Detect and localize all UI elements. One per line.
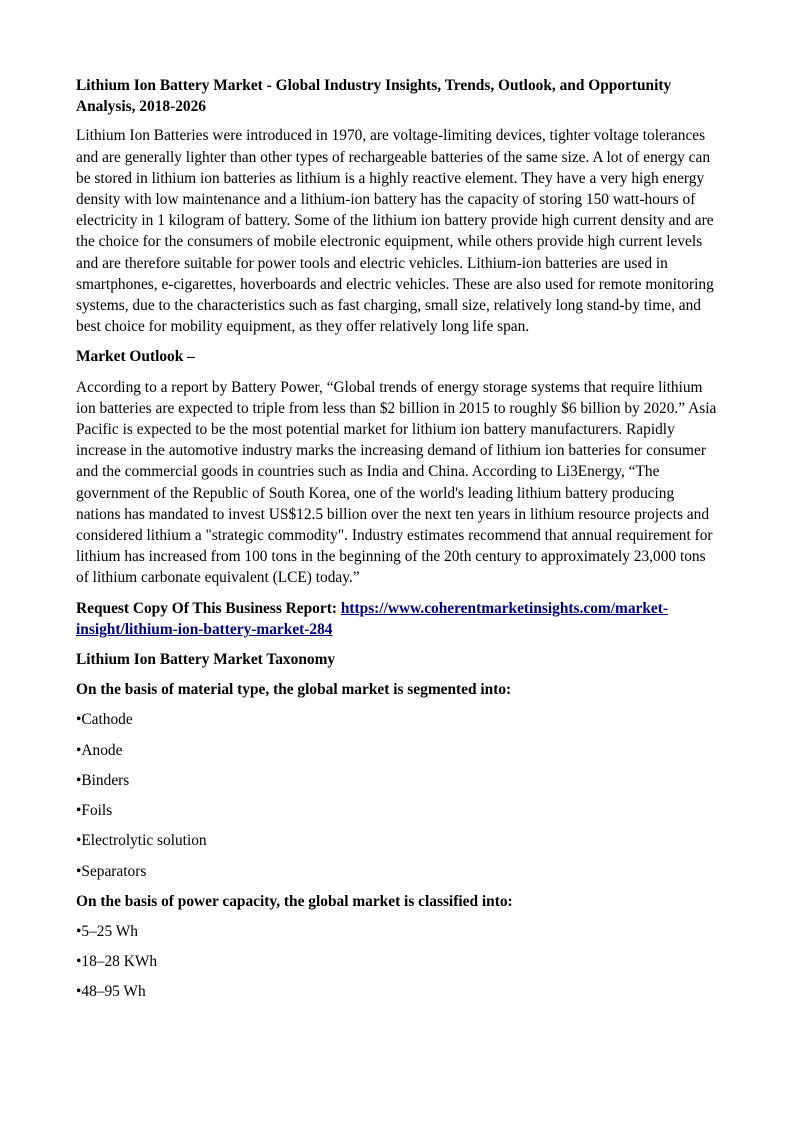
power-item-18-28-kwh: •18–28 KWh xyxy=(76,953,158,971)
request-copy-label: Request Copy Of This Business Report: xyxy=(76,599,337,617)
document-page xyxy=(76,75,718,1012)
material-item-anode: •Anode xyxy=(76,741,123,759)
request-copy-line xyxy=(76,598,718,640)
material-item-binders: •Binders xyxy=(76,771,130,789)
taxonomy-heading: Lithium Ion Battery Market Taxonomy xyxy=(76,651,336,669)
material-item-foils: •Foils xyxy=(76,802,113,820)
market-outlook-heading: Market Outlook – xyxy=(76,348,195,366)
material-item-separators: •Separators xyxy=(76,862,147,880)
material-item-cathode: •Cathode xyxy=(76,711,133,729)
report-link[interactable]: https://www.coherentmarketinsights.com/market-insight/lithium-ion-battery-market-284 xyxy=(76,599,668,638)
power-item-48-95-wh: •48–95 Wh xyxy=(76,983,146,1001)
power-capacity-heading: On the basis of power capacity, the global market is classified into: xyxy=(76,892,513,910)
document-title: Lithium Ion Battery Market - Global Industry Insights, Trends, Outlook, and Opportunity Analysis, 2018-2026 xyxy=(76,77,672,116)
market-outlook-paragraph: According to a report by Battery Power, “Global trends of energy storage systems that require lithium ion batteries are expected to triple from less than $2 billion in 2015 to roughly $6 billion by 2020.” Asia Pacific is expected to be the most potential market for lithium ion battery manufacturers. Rapidly increase in the automotive industry marks the increasing demand of lithium ion batteries for consumer and the commercial goods in countries such as India and China. According to Li3Energy, “The government of the Republic of South Korea, one of the world's leading lithium battery producing nations has mandated to invest US$12.5 billion over the next ten years in lithium resource projects and considered lithium a "strategic commodity". Industry estimates recommend that annual requirement for lithium has increased from 100 tons in the beginning of the 20th century to approximately 23,000 tons of lithium carbonate equivalent (LCE) today.” xyxy=(76,378,717,587)
power-item-5-25-wh: •5–25 Wh xyxy=(76,922,138,940)
material-item-electrolytic-solution: •Electrolytic solution xyxy=(76,832,207,850)
intro-paragraph: Lithium Ion Batteries were introduced in 1970, are voltage-limiting devices, tighter voltage tolerances and are generally lighter than other types of rechargeable batteries of the same size. A lot of energy can be stored in lithium ion batteries as lithium is a highly reactive element. They have a very high energy density with low maintenance and a lithium-ion battery has the capacity of storing 150 watt-hours of electricity in 1 kilogram of battery. Some of the lithium ion battery provide high current density and are the choice for the consumers of mobile electronic equipment, while others provide high current levels and are therefore suitable for power tools and electric vehicles. Lithium-ion batteries are used in smartphones, e-cigarettes, hoverboards and electric vehicles. These are also used for remote monitoring systems, due to the characteristics such as fast charging, small size, relatively long stand-by time, and best choice for mobility equipment, as they offer relatively long life span. xyxy=(76,127,714,336)
material-type-heading: On the basis of material type, the global market is segmented into: xyxy=(76,681,512,699)
